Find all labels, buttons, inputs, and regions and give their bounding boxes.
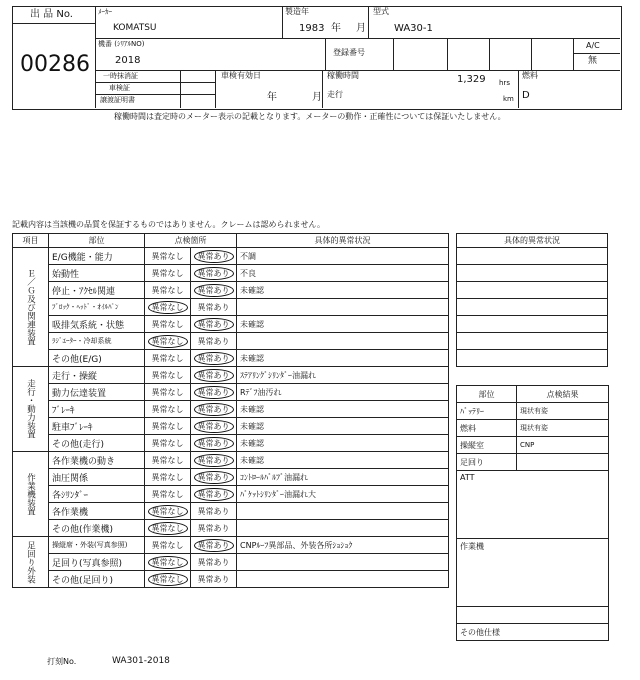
right-detail-table	[456, 233, 608, 367]
table-row	[13, 282, 449, 299]
right-detail-row	[457, 248, 608, 265]
part-label: E/G機能・能力	[49, 248, 145, 265]
check-abnormal-cell	[191, 282, 237, 299]
abnormal-option: 異常あり	[194, 420, 234, 433]
normal-option: 異常なし	[151, 268, 184, 278]
category-cell	[13, 537, 49, 588]
part-label: その他(E/G)	[49, 350, 145, 367]
blank-row	[457, 607, 609, 624]
check-normal-cell	[145, 452, 191, 469]
part-label: 走行・操縦	[49, 367, 145, 384]
category-label: Ｅ／Ｇ及び関連装置	[25, 268, 36, 346]
detail-cell	[237, 554, 449, 571]
detail-cell	[237, 299, 449, 316]
transfer-cert-label: 譲渡証明書	[100, 96, 135, 104]
detail-cell: 未確認	[237, 350, 449, 367]
result-part-label: 燃料	[457, 420, 517, 437]
check-abnormal-cell	[191, 401, 237, 418]
maker-label: ﾒｰｶｰ	[98, 8, 112, 16]
check-abnormal-cell	[191, 503, 237, 520]
check-normal-cell	[145, 316, 191, 333]
lot-number: 00286	[20, 52, 90, 77]
part-label: 各作業機	[49, 503, 145, 520]
part-label: その他(作業機)	[49, 520, 145, 537]
vehicle-cert-label: 車検証	[109, 84, 130, 92]
detail-cell: ﾊﾞｹｯﾄｼﾘﾝﾀﾞｰ油漏れ大	[237, 486, 449, 503]
att-cell	[457, 471, 609, 539]
check-normal-cell	[145, 333, 191, 350]
normal-option: 異常なし	[148, 335, 188, 348]
att-label: ATT	[460, 473, 475, 482]
normal-option: 異常なし	[151, 404, 184, 414]
year-unit: 年	[331, 23, 341, 34]
right-detail-header: 具体的異常状況	[457, 234, 608, 248]
abnormal-option: 異常あり	[194, 539, 234, 552]
check-abnormal-cell	[191, 299, 237, 316]
category-label: 作業機装置	[25, 472, 36, 516]
abnormal-option: 異常あり	[197, 506, 230, 516]
right-detail-row	[457, 350, 608, 367]
abnormal-option: 異常あり	[197, 574, 230, 584]
check-normal-cell	[145, 367, 191, 384]
part-label: ﾗｼﾞｴｰﾀｰ・冷却系統	[49, 333, 145, 350]
col-detail-header: 具体的異常状況	[237, 234, 449, 248]
col-check-header: 点検箇所	[145, 234, 237, 248]
hours-value: 1,329	[457, 74, 486, 85]
table-row	[13, 333, 449, 350]
col-part-header: 部位	[49, 234, 145, 248]
inspection-label: 車検有効日	[221, 71, 261, 80]
table-row	[13, 486, 449, 503]
check-abnormal-cell	[191, 367, 237, 384]
normal-option: 異常なし	[148, 301, 188, 314]
detail-cell: 不良	[237, 265, 449, 282]
part-label: 操縦席・外装(写真参照)	[49, 537, 145, 554]
table-row	[13, 350, 449, 367]
check-normal-cell	[145, 469, 191, 486]
normal-option: 異常なし	[151, 472, 184, 482]
normal-option: 異常なし	[151, 319, 184, 329]
serial-value: 2018	[115, 55, 141, 66]
table-row	[13, 265, 449, 282]
part-label: 各ｼﾘﾝﾀﾞｰ	[49, 486, 145, 503]
normal-option: 異常なし	[151, 370, 184, 380]
work-machine-cell	[457, 539, 609, 607]
check-abnormal-cell	[191, 452, 237, 469]
right-detail-row	[457, 265, 608, 282]
detail-cell: ｽﾃｱﾘﾝｸﾞｼﾘﾝﾀﾞｰ油漏れ	[237, 367, 449, 384]
check-normal-cell	[145, 350, 191, 367]
col-category-header: 項目	[13, 234, 49, 248]
detail-cell: 不調	[237, 248, 449, 265]
disclaimer-note: 記載内容は当該機の品質を保証するものではありません。クレームは認められません。	[12, 220, 325, 229]
normal-option: 異常なし	[151, 353, 184, 363]
result-part-header: 部位	[457, 386, 517, 403]
normal-option: 異常なし	[151, 285, 184, 295]
abnormal-option: 異常あり	[194, 318, 234, 331]
detail-cell: 未確認	[237, 316, 449, 333]
category-cell	[13, 248, 49, 367]
result-value: CNP	[517, 437, 609, 454]
meter-note: 稼働時間は査定時のメーター表示の記載となります。メーターの動作・正確性については保証いたしません。	[114, 112, 506, 121]
check-normal-cell	[145, 503, 191, 520]
check-abnormal-cell	[191, 350, 237, 367]
detail-cell	[237, 333, 449, 350]
right-detail-row	[457, 333, 608, 350]
fuel-value: D	[522, 90, 530, 101]
right-detail-row	[457, 299, 608, 316]
abnormal-option: 異常あり	[197, 336, 230, 346]
normal-option: 異常なし	[151, 540, 184, 550]
part-label: その他(走行)	[49, 435, 145, 452]
check-normal-cell	[145, 418, 191, 435]
km-unit: km	[503, 95, 514, 103]
table-row	[13, 435, 449, 452]
check-abnormal-cell	[191, 537, 237, 554]
abnormal-option: 異常あり	[194, 403, 234, 416]
part-label: 足回り(写真参照)	[49, 554, 145, 571]
detail-cell: 未確認	[237, 435, 449, 452]
check-abnormal-cell	[191, 571, 237, 588]
abnormal-option: 異常あり	[194, 250, 234, 263]
check-abnormal-cell	[191, 265, 237, 282]
check-normal-cell	[145, 520, 191, 537]
stamp-label: 打刻No.	[47, 657, 77, 666]
check-abnormal-cell	[191, 469, 237, 486]
work-machine-label: 作業機	[460, 542, 484, 551]
table-row	[13, 503, 449, 520]
table-row	[13, 384, 449, 401]
table-row	[13, 571, 449, 588]
abnormal-option: 異常あり	[194, 437, 234, 450]
result-part-label: 足回り	[457, 454, 517, 471]
part-label: 始動性	[49, 265, 145, 282]
other-spec-label: その他仕様	[457, 624, 609, 641]
ac-label: A/C	[586, 41, 600, 50]
result-value: 現状有姿	[517, 420, 609, 437]
right-detail-row	[457, 282, 608, 299]
inspection-year-unit: 年	[267, 92, 277, 103]
detail-cell: 未確認	[237, 401, 449, 418]
table-row	[13, 554, 449, 571]
table-row	[13, 299, 449, 316]
check-normal-cell	[145, 248, 191, 265]
detail-cell	[237, 571, 449, 588]
serial-label: 機番 (ｼﾘｱﾙNO)	[98, 40, 145, 48]
check-normal-cell	[145, 384, 191, 401]
result-value	[517, 454, 609, 471]
table-row	[13, 367, 449, 384]
check-normal-cell	[145, 537, 191, 554]
part-label: ﾌﾞﾛｯｸ・ﾍｯﾄﾞ・ｵｲﾙﾊﾟﾝ	[49, 299, 145, 316]
table-row	[13, 248, 449, 265]
detail-cell: CNPﾙｰﾌ異部品、外装各所ｼｮｼｮｸ	[237, 537, 449, 554]
part-label: ﾌﾞﾚｰｷ	[49, 401, 145, 418]
check-abnormal-cell	[191, 486, 237, 503]
table-row	[13, 452, 449, 469]
maker-value: KOMATSU	[113, 23, 157, 33]
abnormal-option: 異常あり	[194, 352, 234, 365]
fuel-label: 燃料	[522, 71, 538, 80]
table-row	[13, 418, 449, 435]
normal-option: 異常なし	[148, 505, 188, 518]
part-label: 停止・ｱｸｾﾙ関連	[49, 282, 145, 299]
abnormal-option: 異常あり	[197, 557, 230, 567]
detail-cell	[237, 503, 449, 520]
part-label: 吸排気系統・状態	[49, 316, 145, 333]
abnormal-option: 異常あり	[194, 454, 234, 467]
year-value: 1983	[299, 23, 325, 34]
part-label: 駐車ﾌﾞﾚｰｷ	[49, 418, 145, 435]
month-unit: 月	[356, 23, 366, 34]
model-label: 型式	[373, 7, 389, 16]
check-abnormal-cell	[191, 316, 237, 333]
table-row	[13, 316, 449, 333]
part-label: 油圧関係	[49, 469, 145, 486]
normal-option: 異常なし	[151, 421, 184, 431]
category-cell	[13, 367, 49, 452]
detail-cell	[237, 520, 449, 537]
table-row	[13, 401, 449, 418]
right-detail-row	[457, 316, 608, 333]
normal-option: 異常なし	[151, 438, 184, 448]
normal-option: 異常なし	[148, 522, 188, 535]
check-normal-cell	[145, 299, 191, 316]
abnormal-option: 異常あり	[194, 386, 234, 399]
inspection-table	[12, 233, 449, 588]
year-label: 製造年	[285, 7, 309, 16]
check-normal-cell	[145, 435, 191, 452]
check-abnormal-cell	[191, 248, 237, 265]
abnormal-option: 異常あり	[197, 302, 230, 312]
normal-option: 異常なし	[148, 556, 188, 569]
abnormal-option: 異常あり	[194, 488, 234, 501]
reg-label: 登録番号	[333, 48, 365, 57]
abnormal-option: 異常あり	[194, 369, 234, 382]
lot-label: 出 品 No.	[30, 9, 73, 20]
abnormal-option: 異常あり	[197, 523, 230, 533]
hours-label: 稼働時間	[327, 71, 359, 80]
check-normal-cell	[145, 265, 191, 282]
check-abnormal-cell	[191, 435, 237, 452]
check-normal-cell	[145, 554, 191, 571]
detail-cell: 未確認	[237, 282, 449, 299]
hours-unit: hrs	[499, 79, 510, 87]
check-abnormal-cell	[191, 384, 237, 401]
right-result-table	[456, 385, 609, 641]
category-label: 足回り外装	[25, 540, 36, 584]
detail-cell: ｺﾝﾄﾛｰﾙﾊﾞﾙﾌﾞ油漏れ	[237, 469, 449, 486]
normal-option: 異常なし	[151, 251, 184, 261]
run-label: 走行	[327, 90, 343, 99]
table-row	[13, 537, 449, 554]
model-value: WA30-1	[394, 23, 433, 34]
stamp-number: WA301-2018	[112, 656, 170, 666]
part-label: その他(足回り)	[49, 571, 145, 588]
check-normal-cell	[145, 282, 191, 299]
check-normal-cell	[145, 571, 191, 588]
category-label: 走行・動力装置	[25, 379, 36, 439]
abnormal-option: 異常あり	[194, 284, 234, 297]
category-cell	[13, 452, 49, 537]
result-part-label: 操縦室	[457, 437, 517, 454]
normal-option: 異常なし	[151, 455, 184, 465]
result-value-header: 点検結果	[517, 386, 609, 403]
abnormal-option: 異常あり	[194, 471, 234, 484]
detail-cell: 未確認	[237, 418, 449, 435]
part-label: 各作業機の動き	[49, 452, 145, 469]
check-abnormal-cell	[191, 520, 237, 537]
detail-cell: 未確認	[237, 452, 449, 469]
result-part-label: ﾊﾞｯﾃﾘｰ	[457, 403, 517, 420]
check-abnormal-cell	[191, 418, 237, 435]
abnormal-option: 異常あり	[194, 267, 234, 280]
table-row	[13, 469, 449, 486]
check-abnormal-cell	[191, 333, 237, 350]
table-row	[13, 520, 449, 537]
inspection-month-unit: 月	[312, 92, 322, 103]
check-normal-cell	[145, 401, 191, 418]
ac-value: 無	[588, 56, 598, 66]
normal-option: 異常なし	[148, 573, 188, 586]
temp-permit-label: 一時抹消証	[103, 72, 138, 80]
detail-cell: Rﾃﾞﾌ油汚れ	[237, 384, 449, 401]
part-label: 動力伝達装置	[49, 384, 145, 401]
normal-option: 異常なし	[151, 489, 184, 499]
check-normal-cell	[145, 486, 191, 503]
result-value: 現状有姿	[517, 403, 609, 420]
check-abnormal-cell	[191, 554, 237, 571]
normal-option: 異常なし	[151, 387, 184, 397]
